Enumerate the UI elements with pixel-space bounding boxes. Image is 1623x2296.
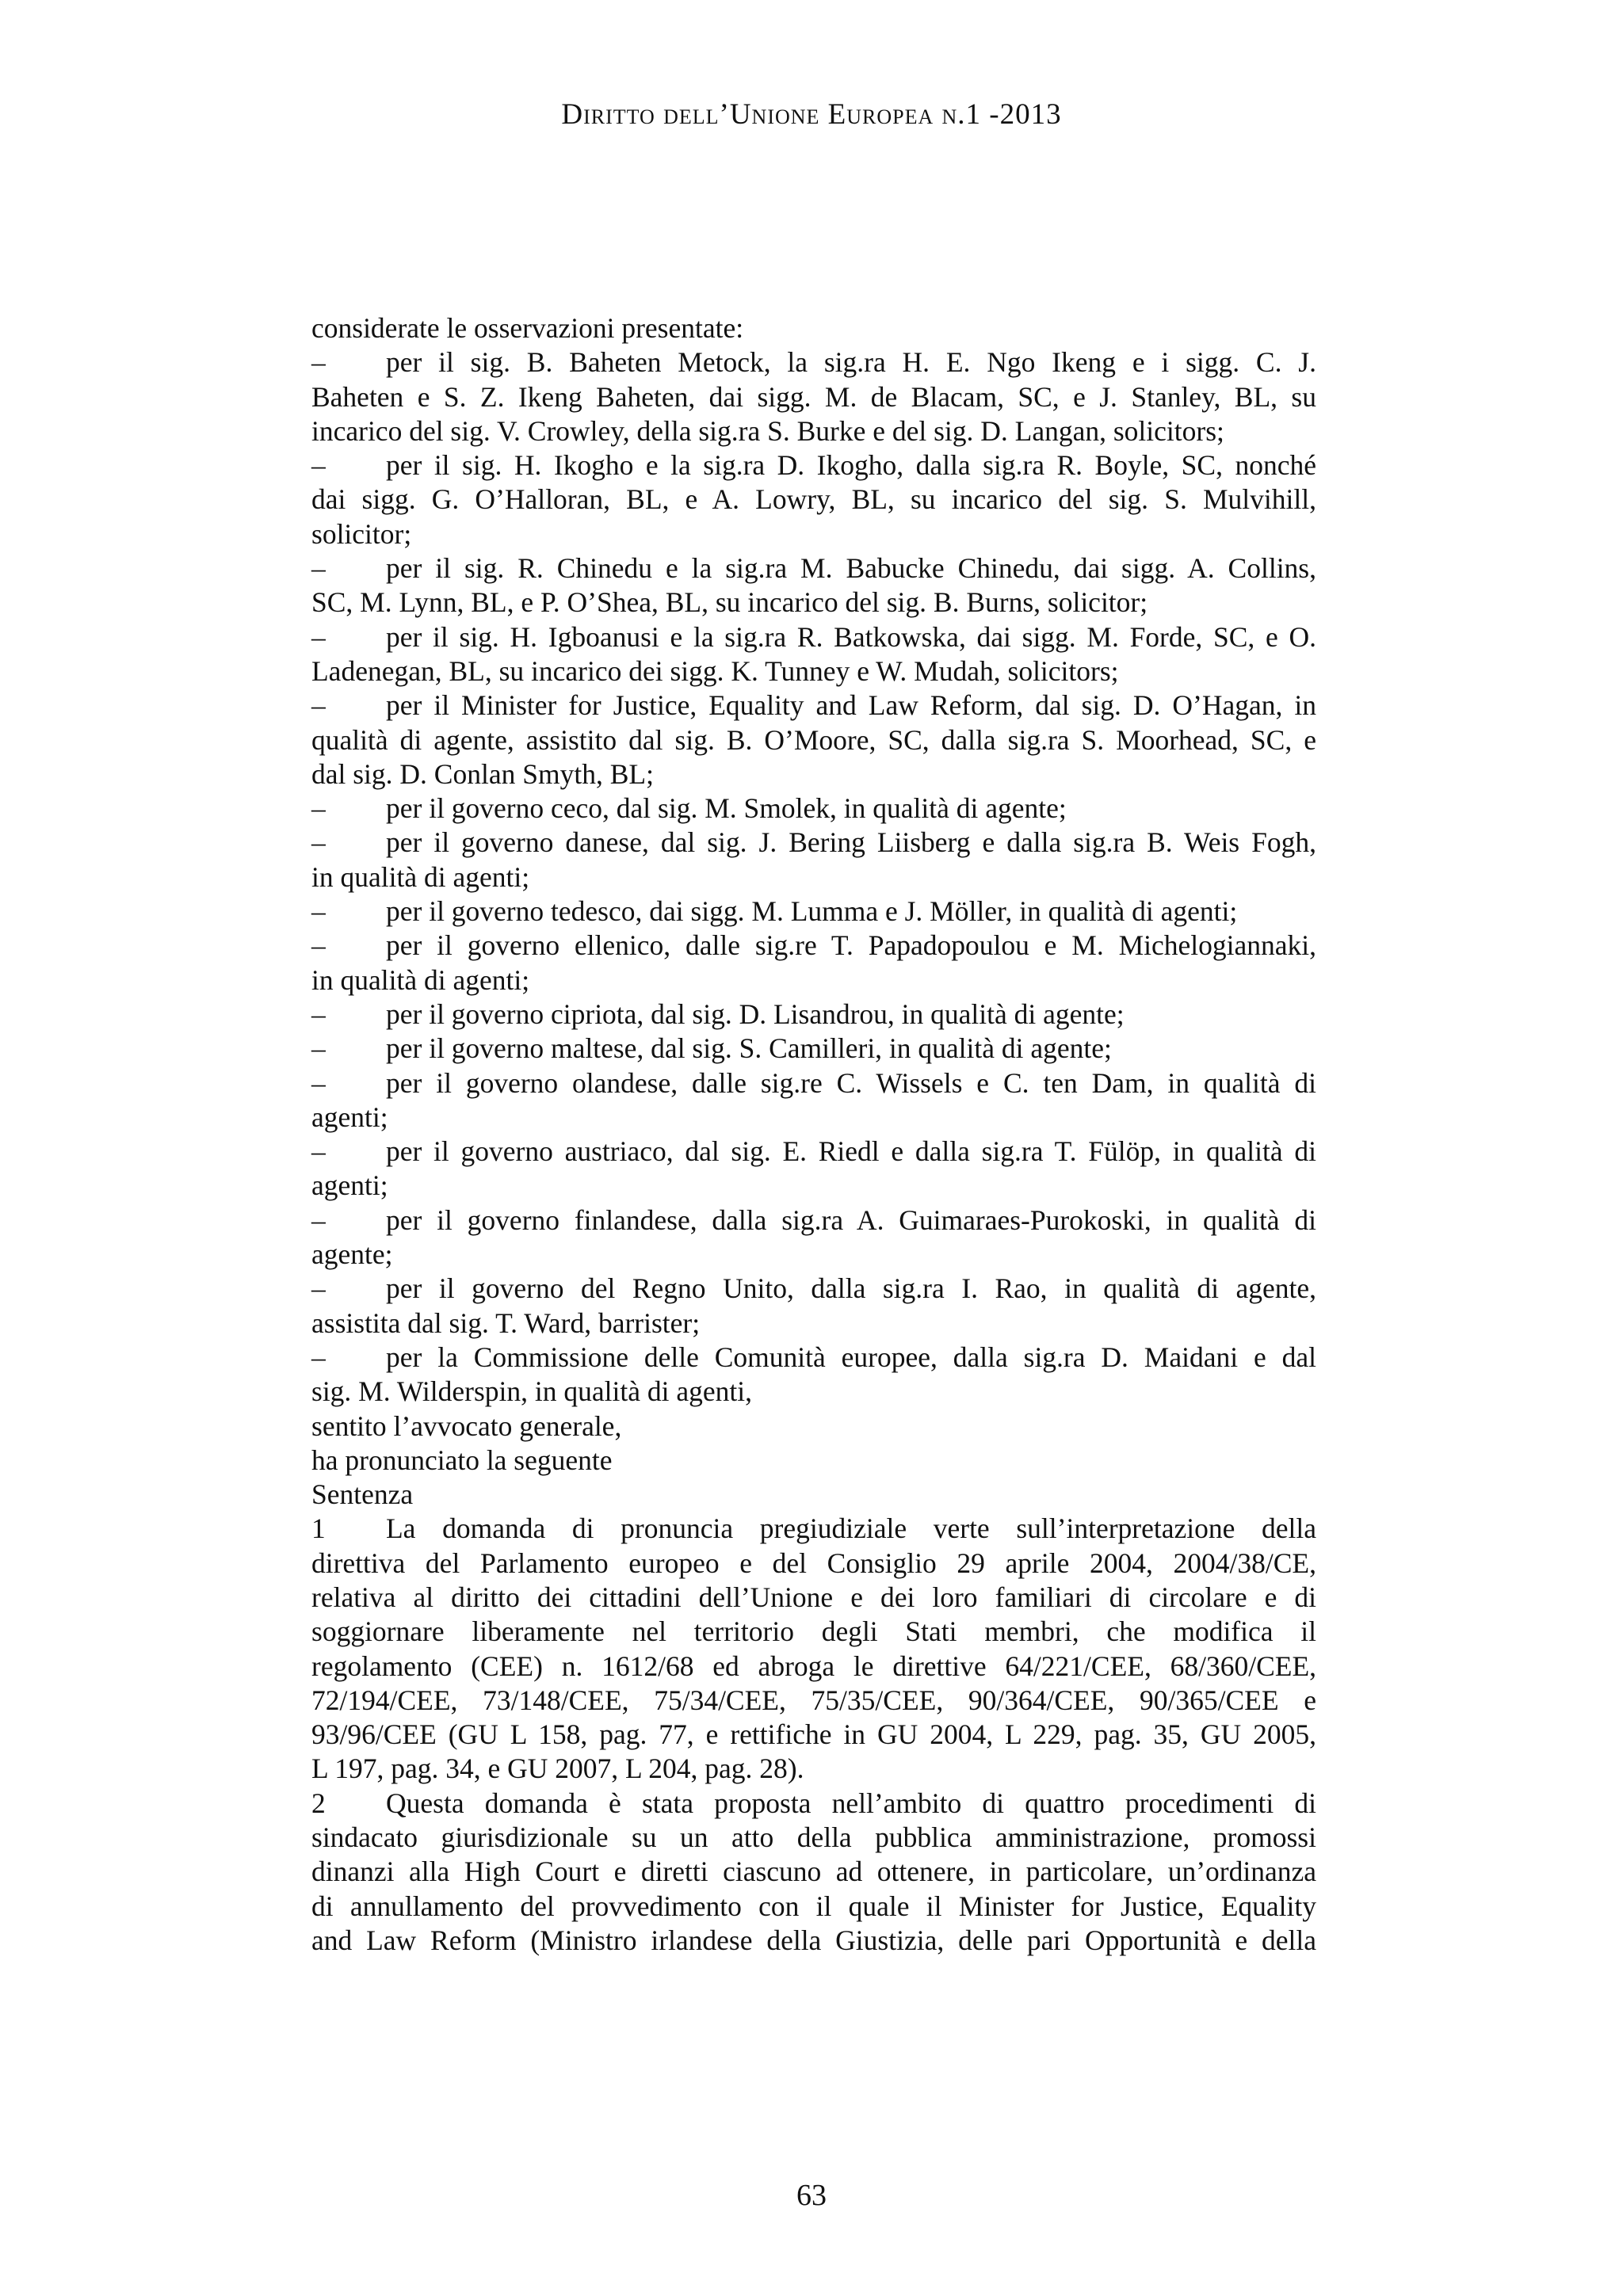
text-line: 93/96/CEE (GU L 158, pag. 77, e rettifiche in GU 2004, L 229, pag. 35, GU 2005, xyxy=(311,1718,1316,1751)
line-text: per il governo del Regno Unito, dalla sig.ra I. Rao, in qualità di agente, xyxy=(386,1272,1316,1305)
line-text: per il Minister for Justice, Equality and Law Reform, dal sig. D. O’Hagan, in xyxy=(386,689,1316,722)
text-line: soggiornare liberamente nel territorio degli Stati membri, che modifica il xyxy=(311,1615,1316,1648)
list-item-line xyxy=(311,929,1316,963)
list-item-line xyxy=(311,1135,1316,1169)
text-line: Ladenegan, BL, su incarico dei sigg. K. Tunney e W. Mudah, solicitors; xyxy=(311,654,1119,687)
line-text: per il sig. R. Chinedu e la sig.ra M. Babucke Chinedu, dai sigg. A. Collins, xyxy=(386,552,1316,585)
text-line: dai sigg. G. O’Halloran, BL, e A. Lowry, BL, su incarico del sig. S. Mulvihill, xyxy=(311,483,1316,516)
text-line: direttiva del Parlamento europeo e del Consiglio 29 aprile 2004, 2004/38/CE, xyxy=(311,1547,1316,1579)
list-dash: – xyxy=(311,929,326,962)
list-dash: – xyxy=(311,620,326,653)
line-text: per il governo danese, dal sig. J. Bering Liisberg e dalla sig.ra B. Weis Fogh, xyxy=(386,826,1316,859)
body-text xyxy=(311,311,1316,1958)
list-dash: – xyxy=(311,346,326,379)
page-number: 63 xyxy=(796,2179,827,2212)
list-dash: – xyxy=(311,1341,326,1373)
line-text: Questa domanda è stata proposta nell’ambito di quattro procedimenti di xyxy=(386,1787,1316,1819)
list-item-line xyxy=(311,1032,1316,1066)
text-line: in qualità di agenti; xyxy=(311,963,530,996)
paragraph-number: 1 xyxy=(311,1512,326,1545)
list-item-line xyxy=(311,551,1316,585)
list-item-line xyxy=(311,1272,1316,1306)
list-dash: – xyxy=(311,552,326,585)
line-text: per il governo tedesco, dai sigg. M. Lumma e J. Möller, in qualità di agenti; xyxy=(386,895,1238,928)
text-line: Baheten e S. Z. Ikeng Baheten, dai sigg. M. de Blacam, SC, e J. Stanley, BL, su xyxy=(311,380,1316,413)
list-dash: – xyxy=(311,895,326,928)
list-item-line xyxy=(311,1203,1316,1238)
list-dash: – xyxy=(311,1032,326,1065)
text-line: agente; xyxy=(311,1238,393,1271)
list-dash: – xyxy=(311,1203,326,1236)
text-line: agenti; xyxy=(311,1100,388,1133)
list-dash: – xyxy=(311,1066,326,1099)
line-text: per il sig. H. Ikogho e la sig.ra D. Ikogho, dalla sig.ra R. Boyle, SC, nonché xyxy=(386,449,1316,482)
text-line: incarico del sig. V. Crowley, della sig.ra S. Burke e del sig. D. Langan, solicitors; xyxy=(311,414,1224,447)
text-line: solicitor; xyxy=(311,517,412,550)
text-line: assistita dal sig. T. Ward, barrister; xyxy=(311,1306,701,1339)
text-line: qualità di agente, assistito dal sig. B. O’Moore, SC, dalla sig.ra S. Moorhead, SC, e xyxy=(311,723,1316,756)
list-item-line xyxy=(311,894,1316,929)
paragraph-start-line xyxy=(311,1512,1316,1546)
list-item-line xyxy=(311,826,1316,860)
list-item-line xyxy=(311,448,1316,482)
list-item-line xyxy=(311,997,1316,1032)
text-line: dal sig. D. Conlan Smyth, BL; xyxy=(311,757,654,790)
text-line: agenti; xyxy=(311,1169,388,1202)
line-text: per il governo finlandese, dalla sig.ra A. Guimaraes-Purokoski, in qualità di xyxy=(386,1203,1316,1236)
line-text: La domanda di pronuncia pregiudiziale verte sull’interpretazione della xyxy=(386,1512,1316,1545)
line-text: per la Commissione delle Comunità europee, dalla sig.ra D. Maidani e dal xyxy=(386,1341,1316,1373)
text-line: SC, M. Lynn, BL, e P. O’Shea, BL, su incarico del sig. B. Burns, solicitor; xyxy=(311,586,1148,619)
line-text: per il governo ellenico, dalle sig.re T. Papadopoulou e M. Michelogiannaki, xyxy=(386,929,1316,962)
list-item-line xyxy=(311,1341,1316,1375)
text-line: dinanzi alla High Court e diretti ciascuno ad ottenere, in particolare, un’ordinanza xyxy=(311,1855,1316,1888)
line-text: per il governo austriaco, dal sig. E. Riedl e dalla sig.ra T. Fülöp, in qualità di xyxy=(386,1135,1316,1168)
running-header: Diritto dell’Unione Europea n.1 -2013 xyxy=(561,98,1062,131)
list-dash: – xyxy=(311,1272,326,1305)
list-dash: – xyxy=(311,449,326,482)
text-line: sentito l’avvocato generale, xyxy=(311,1409,622,1442)
list-item-line xyxy=(311,1066,1316,1100)
paragraph-start-line xyxy=(311,1787,1316,1821)
line-text: per il governo ceco, dal sig. M. Smolek, in qualità di agente; xyxy=(386,792,1067,825)
text-line: L 197, pag. 34, e GU 2007, L 204, pag. 28). xyxy=(311,1753,804,1785)
text-line: ha pronunciato la seguente xyxy=(311,1444,613,1476)
list-item-line xyxy=(311,345,1316,379)
list-dash: – xyxy=(311,792,326,825)
text-line: di annullamento del provvedimento con il quale il Minister for Justice, Equality xyxy=(311,1890,1316,1922)
text-line: and Law Reform (Ministro irlandese della Giustizia, delle pari Opportunità e della xyxy=(311,1924,1316,1956)
line-text: per il governo maltese, dal sig. S. Camilleri, in qualità di agente; xyxy=(386,1032,1112,1065)
list-item-line xyxy=(311,791,1316,826)
text-line: sindacato giurisdizionale su un atto della pubblica amministrazione, promossi xyxy=(311,1821,1316,1854)
text-line: in qualità di agenti; xyxy=(311,860,530,893)
list-item-line xyxy=(311,688,1316,723)
text-line: sig. M. Wilderspin, in qualità di agenti, xyxy=(311,1375,752,1408)
list-item-line xyxy=(311,620,1316,654)
list-dash: – xyxy=(311,689,326,722)
text-line: relativa al diritto dei cittadini dell’Unione e dei loro familiari di circolare e di xyxy=(311,1581,1316,1613)
text-line: considerate le osservazioni presentate: xyxy=(311,312,744,344)
paragraph-number: 2 xyxy=(311,1787,326,1819)
list-dash: – xyxy=(311,826,326,859)
line-text: per il governo cipriota, dal sig. D. Lisandrou, in qualità di agente; xyxy=(386,997,1125,1030)
list-dash: – xyxy=(311,997,326,1030)
list-dash: – xyxy=(311,1135,326,1168)
text-line: Sentenza xyxy=(311,1478,414,1511)
text-line: 72/194/CEE, 73/148/CEE, 75/34/CEE, 75/35/CEE, 90/364/CEE, 90/365/CEE e xyxy=(311,1684,1316,1716)
line-text: per il sig. B. Baheten Metock, la sig.ra H. E. Ngo Ikeng e i sigg. C. J. xyxy=(386,346,1316,379)
text-line: regolamento (CEE) n. 1612/68 ed abroga le direttive 64/221/CEE, 68/360/CEE, xyxy=(311,1650,1316,1682)
line-text: per il governo olandese, dalle sig.re C. Wissels e C. ten Dam, in qualità di xyxy=(386,1066,1316,1099)
line-text: per il sig. H. Igboanusi e la sig.ra R. Batkowska, dai sigg. M. Forde, SC, e O. xyxy=(386,620,1316,653)
